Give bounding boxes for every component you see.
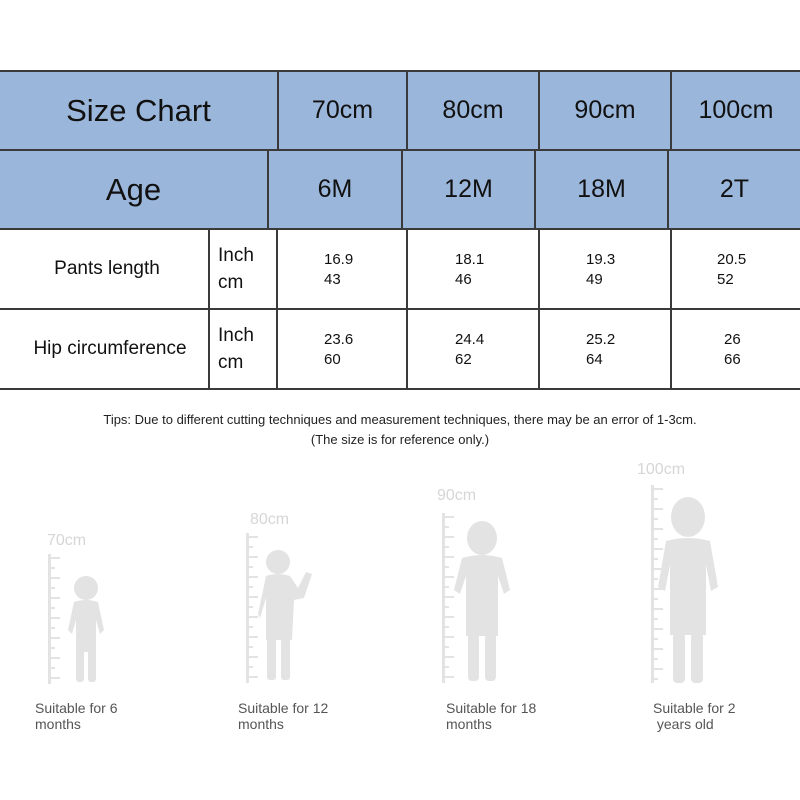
value-inch: 19.3 bbox=[586, 251, 616, 268]
value-cm: 46 bbox=[455, 271, 472, 288]
hip-circumference-100 bbox=[670, 308, 800, 390]
age-2t-label: 2T bbox=[719, 175, 750, 203]
caption-line-2: months bbox=[35, 716, 81, 732]
size-100-label: 100cm bbox=[698, 96, 774, 124]
age-12m-label: 12M bbox=[444, 175, 493, 203]
child-silhouette-80-icon bbox=[258, 548, 318, 683]
age-header-12m bbox=[401, 149, 536, 230]
unit-cm: cm bbox=[218, 272, 244, 293]
size-header-80 bbox=[406, 70, 540, 151]
value-cm: 60 bbox=[324, 351, 341, 368]
tips-line-2: (The size is for reference only.) bbox=[310, 432, 490, 447]
size-70-label: 70cm bbox=[311, 96, 374, 124]
size-header-100 bbox=[670, 70, 800, 151]
caption-line-2: months bbox=[446, 716, 492, 732]
ruler-label-80: 80cm bbox=[250, 511, 290, 528]
size-chart-title: Size Chart bbox=[66, 92, 211, 128]
height-ruler-70-icon bbox=[48, 554, 62, 684]
ruler-label-70: 70cm bbox=[47, 532, 87, 549]
caption-line-1: Suitable for 18 bbox=[446, 700, 537, 716]
caption-100 bbox=[653, 700, 736, 732]
age-title: Age bbox=[105, 171, 162, 207]
pants-length-label: Pants length bbox=[54, 258, 160, 279]
age-6m-label: 6M bbox=[317, 175, 353, 203]
value-cm: 64 bbox=[586, 351, 603, 368]
pants-length-80 bbox=[406, 228, 540, 310]
value-inch: 24.4 bbox=[455, 331, 485, 348]
age-header-2t bbox=[667, 149, 800, 230]
hip-circumference-label: Hip circumference bbox=[33, 338, 187, 359]
unit-cm: cm bbox=[218, 352, 244, 373]
caption-line-1: Suitable for 2 bbox=[653, 700, 736, 716]
row-label-pants-length bbox=[0, 228, 210, 310]
ruler-label-100: 100cm bbox=[637, 461, 686, 478]
pants-length-70 bbox=[276, 228, 408, 310]
hip-circumference-70 bbox=[276, 308, 408, 390]
size-80-label: 80cm bbox=[442, 96, 504, 124]
value-inch: 16.9 bbox=[324, 251, 354, 268]
caption-line-1: Suitable for 6 bbox=[35, 700, 118, 716]
hip-circumference-80 bbox=[406, 308, 540, 390]
hip-circumference-90 bbox=[538, 308, 672, 390]
row-units-hip-circumference bbox=[208, 308, 278, 390]
age-header bbox=[0, 149, 269, 230]
value-cm: 49 bbox=[586, 271, 603, 288]
caption-80 bbox=[238, 700, 328, 732]
size-header-70 bbox=[277, 70, 408, 151]
unit-inch: Inch bbox=[218, 325, 254, 346]
value-inch: 18.1 bbox=[455, 251, 485, 268]
value-inch: 20.5 bbox=[717, 251, 747, 268]
pants-length-100 bbox=[670, 228, 800, 310]
caption-line-2: years old bbox=[653, 716, 714, 732]
value-cm: 52 bbox=[717, 271, 734, 288]
tips-line-1: Tips: Due to different cutting techniques and measurement techniques, there may be an error of 1-3cm. bbox=[103, 412, 697, 427]
value-cm: 66 bbox=[724, 351, 741, 368]
size-90-label: 90cm bbox=[574, 96, 636, 124]
row-units-pants-length bbox=[208, 228, 278, 310]
caption-90 bbox=[446, 700, 536, 732]
size-chart-header bbox=[0, 70, 279, 151]
caption-70 bbox=[35, 700, 118, 732]
value-cm: 43 bbox=[324, 271, 341, 288]
toddler-silhouette-70-icon bbox=[62, 574, 112, 684]
pants-length-90 bbox=[538, 228, 672, 310]
value-inch: 23.6 bbox=[324, 331, 354, 348]
ruler-label-90: 90cm bbox=[437, 487, 477, 504]
age-header-6m bbox=[267, 149, 403, 230]
age-header-18m bbox=[534, 149, 669, 230]
row-label-hip-circumference bbox=[0, 308, 210, 390]
unit-inch: Inch bbox=[218, 245, 254, 266]
size-header-90 bbox=[538, 70, 672, 151]
value-inch: 26 bbox=[724, 331, 741, 348]
caption-line-1: Suitable for 12 bbox=[238, 700, 329, 716]
age-18m-label: 18M bbox=[577, 175, 626, 203]
value-inch: 25.2 bbox=[586, 331, 616, 348]
child-silhouette-100-icon bbox=[656, 495, 720, 685]
value-cm: 62 bbox=[455, 351, 472, 368]
caption-line-2: months bbox=[238, 716, 284, 732]
child-silhouette-90-icon bbox=[452, 518, 512, 683]
